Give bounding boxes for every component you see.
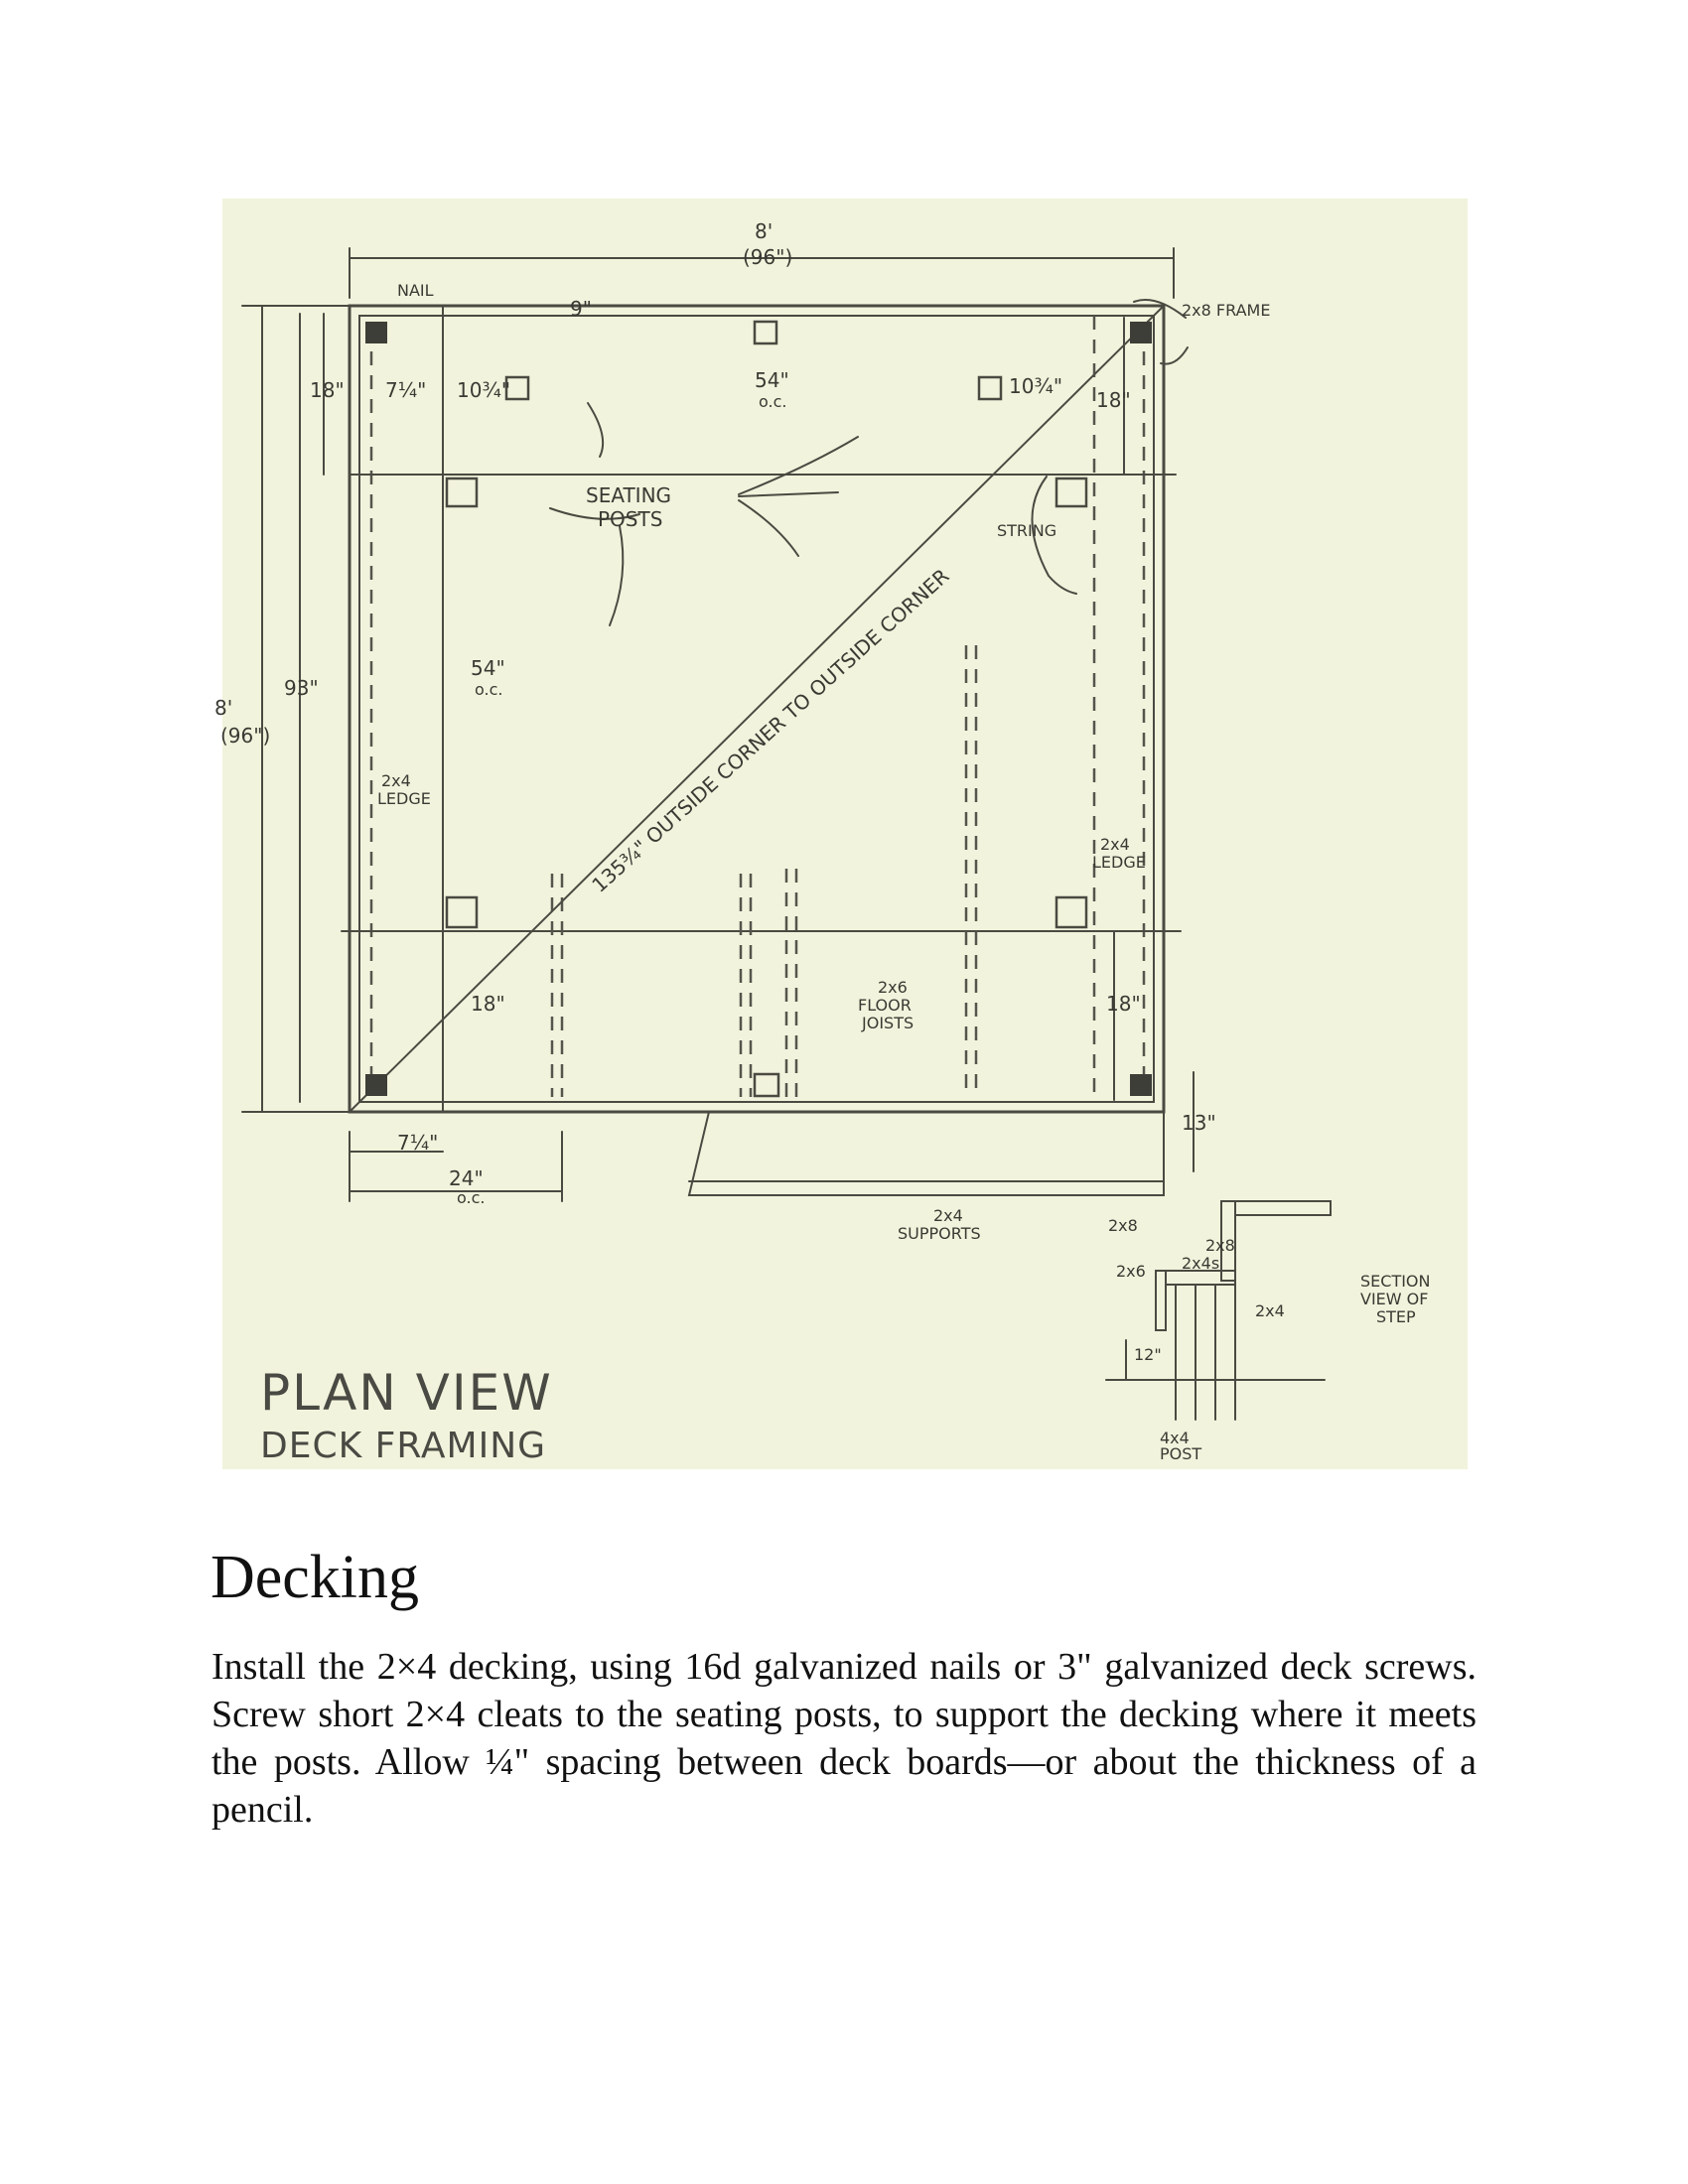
inner-depth-label: 93"	[284, 676, 319, 700]
string-label: STRING	[997, 521, 1057, 540]
section-post-label: 4x4	[1160, 1429, 1190, 1447]
corner-post	[1130, 1074, 1152, 1096]
dim-24-oc-label: o.c.	[457, 1188, 486, 1207]
section-title: SECTION	[1360, 1272, 1431, 1291]
ledge-right-label-2: LEDGE	[1092, 853, 1146, 872]
joists-label: 2x6	[878, 978, 908, 997]
ledge-right-label: 2x4	[1100, 835, 1130, 854]
section-heading: Decking	[211, 1544, 420, 1611]
depth-in-label: (96")	[220, 724, 271, 748]
ledge-left-label: 2x4	[381, 771, 411, 790]
section-2x6	[1156, 1271, 1166, 1330]
seating-post	[1056, 478, 1086, 506]
corner-post	[1130, 322, 1152, 343]
spacing-left-oc-label: o.c.	[475, 680, 503, 699]
section-2x4s	[1166, 1271, 1235, 1285]
leader-arrow	[739, 492, 838, 496]
figure-title: PLAN VIEW	[260, 1364, 553, 1422]
section-12-label: 12"	[1134, 1345, 1162, 1364]
joists-label-2: FLOOR	[858, 996, 912, 1015]
mid-post-top	[755, 322, 776, 343]
dim-13-label: 13"	[1182, 1111, 1216, 1135]
section-2x4s-label: 2x4s	[1182, 1254, 1220, 1273]
dim-7-bottom-label: 7¼"	[397, 1131, 439, 1155]
section-2x6-label: 2x6	[1116, 1262, 1146, 1281]
section-2x4-label: 2x4	[1255, 1301, 1285, 1320]
corner-post	[365, 322, 387, 343]
leader-arrow	[739, 437, 858, 494]
section-title-3: STEP	[1376, 1307, 1416, 1326]
seating-post	[447, 478, 477, 506]
dim-18-bottom-right-label: 18"	[1106, 992, 1141, 1016]
corner-post	[365, 1074, 387, 1096]
ledge-left-label-2: LEDGE	[377, 789, 431, 808]
seating-post	[1056, 897, 1086, 927]
figure-subtitle: DECK FRAMING	[260, 1426, 547, 1466]
joists-label-3: JOISTS	[862, 1014, 914, 1032]
dim-18-top-left-label: 18"	[310, 378, 345, 402]
body-paragraph: Install the 2×4 decking, using 16d galvanized nails or 3" galvanized deck screws. Screw short 2×4 cleats to the seating posts, to support the decking where it meets the posts. Allow ¼" spacing between deck boards—or about the thickness of a pencil.	[211, 1646, 1477, 1831]
deck-framing-plan-figure	[214, 199, 1468, 1469]
spacing-left-label: 54"	[471, 656, 505, 680]
leader-arrow	[739, 500, 798, 556]
section-title-2: VIEW OF	[1360, 1290, 1429, 1308]
depth-ft-label: 8'	[214, 696, 233, 720]
supports-label: 2x4	[933, 1206, 963, 1225]
leader-arrow	[588, 403, 603, 457]
width-in-label: (96")	[743, 245, 793, 269]
section-2x8-label: 2x8	[1205, 1236, 1235, 1255]
nail-label: NAIL	[397, 281, 434, 300]
leader-arrow	[610, 526, 623, 625]
dim-24-label: 24"	[449, 1166, 484, 1190]
nail-post	[979, 377, 1001, 399]
seating-post	[447, 897, 477, 927]
dim-18-top-right-label: 18"	[1096, 388, 1131, 412]
diagonal-string	[352, 308, 1162, 1110]
supports-label-2: SUPPORTS	[898, 1224, 981, 1243]
dim-10-left-label: 10¾"	[457, 378, 511, 402]
plan-view-drawing	[214, 199, 1468, 1469]
diagonal-label: 135¾" OUTSIDE CORNER TO OUTSIDE CORNER	[587, 563, 954, 897]
width-ft-label: 8'	[755, 219, 774, 243]
step-outline	[689, 1112, 1164, 1195]
section-post-label-2: POST	[1160, 1444, 1202, 1463]
dim-7-top-label: 7¼"	[385, 378, 427, 402]
spacing-top-oc-label: o.c.	[759, 392, 787, 411]
spacing-top-label: 54"	[755, 368, 789, 392]
dim-18-bottom-left-label: 18"	[471, 992, 505, 1016]
seating-posts-label-2: POSTS	[598, 507, 663, 531]
section-decking	[1235, 1201, 1331, 1215]
dim-9-label: 9"	[570, 297, 592, 321]
seating-posts-label: SEATING	[586, 483, 672, 507]
dim-10-right-label: 10¾"	[1009, 374, 1063, 398]
label-2x8-bottom: 2x8	[1108, 1216, 1138, 1235]
mid-post-bottom	[755, 1074, 778, 1096]
frame-label: 2x8 FRAME	[1182, 301, 1271, 320]
